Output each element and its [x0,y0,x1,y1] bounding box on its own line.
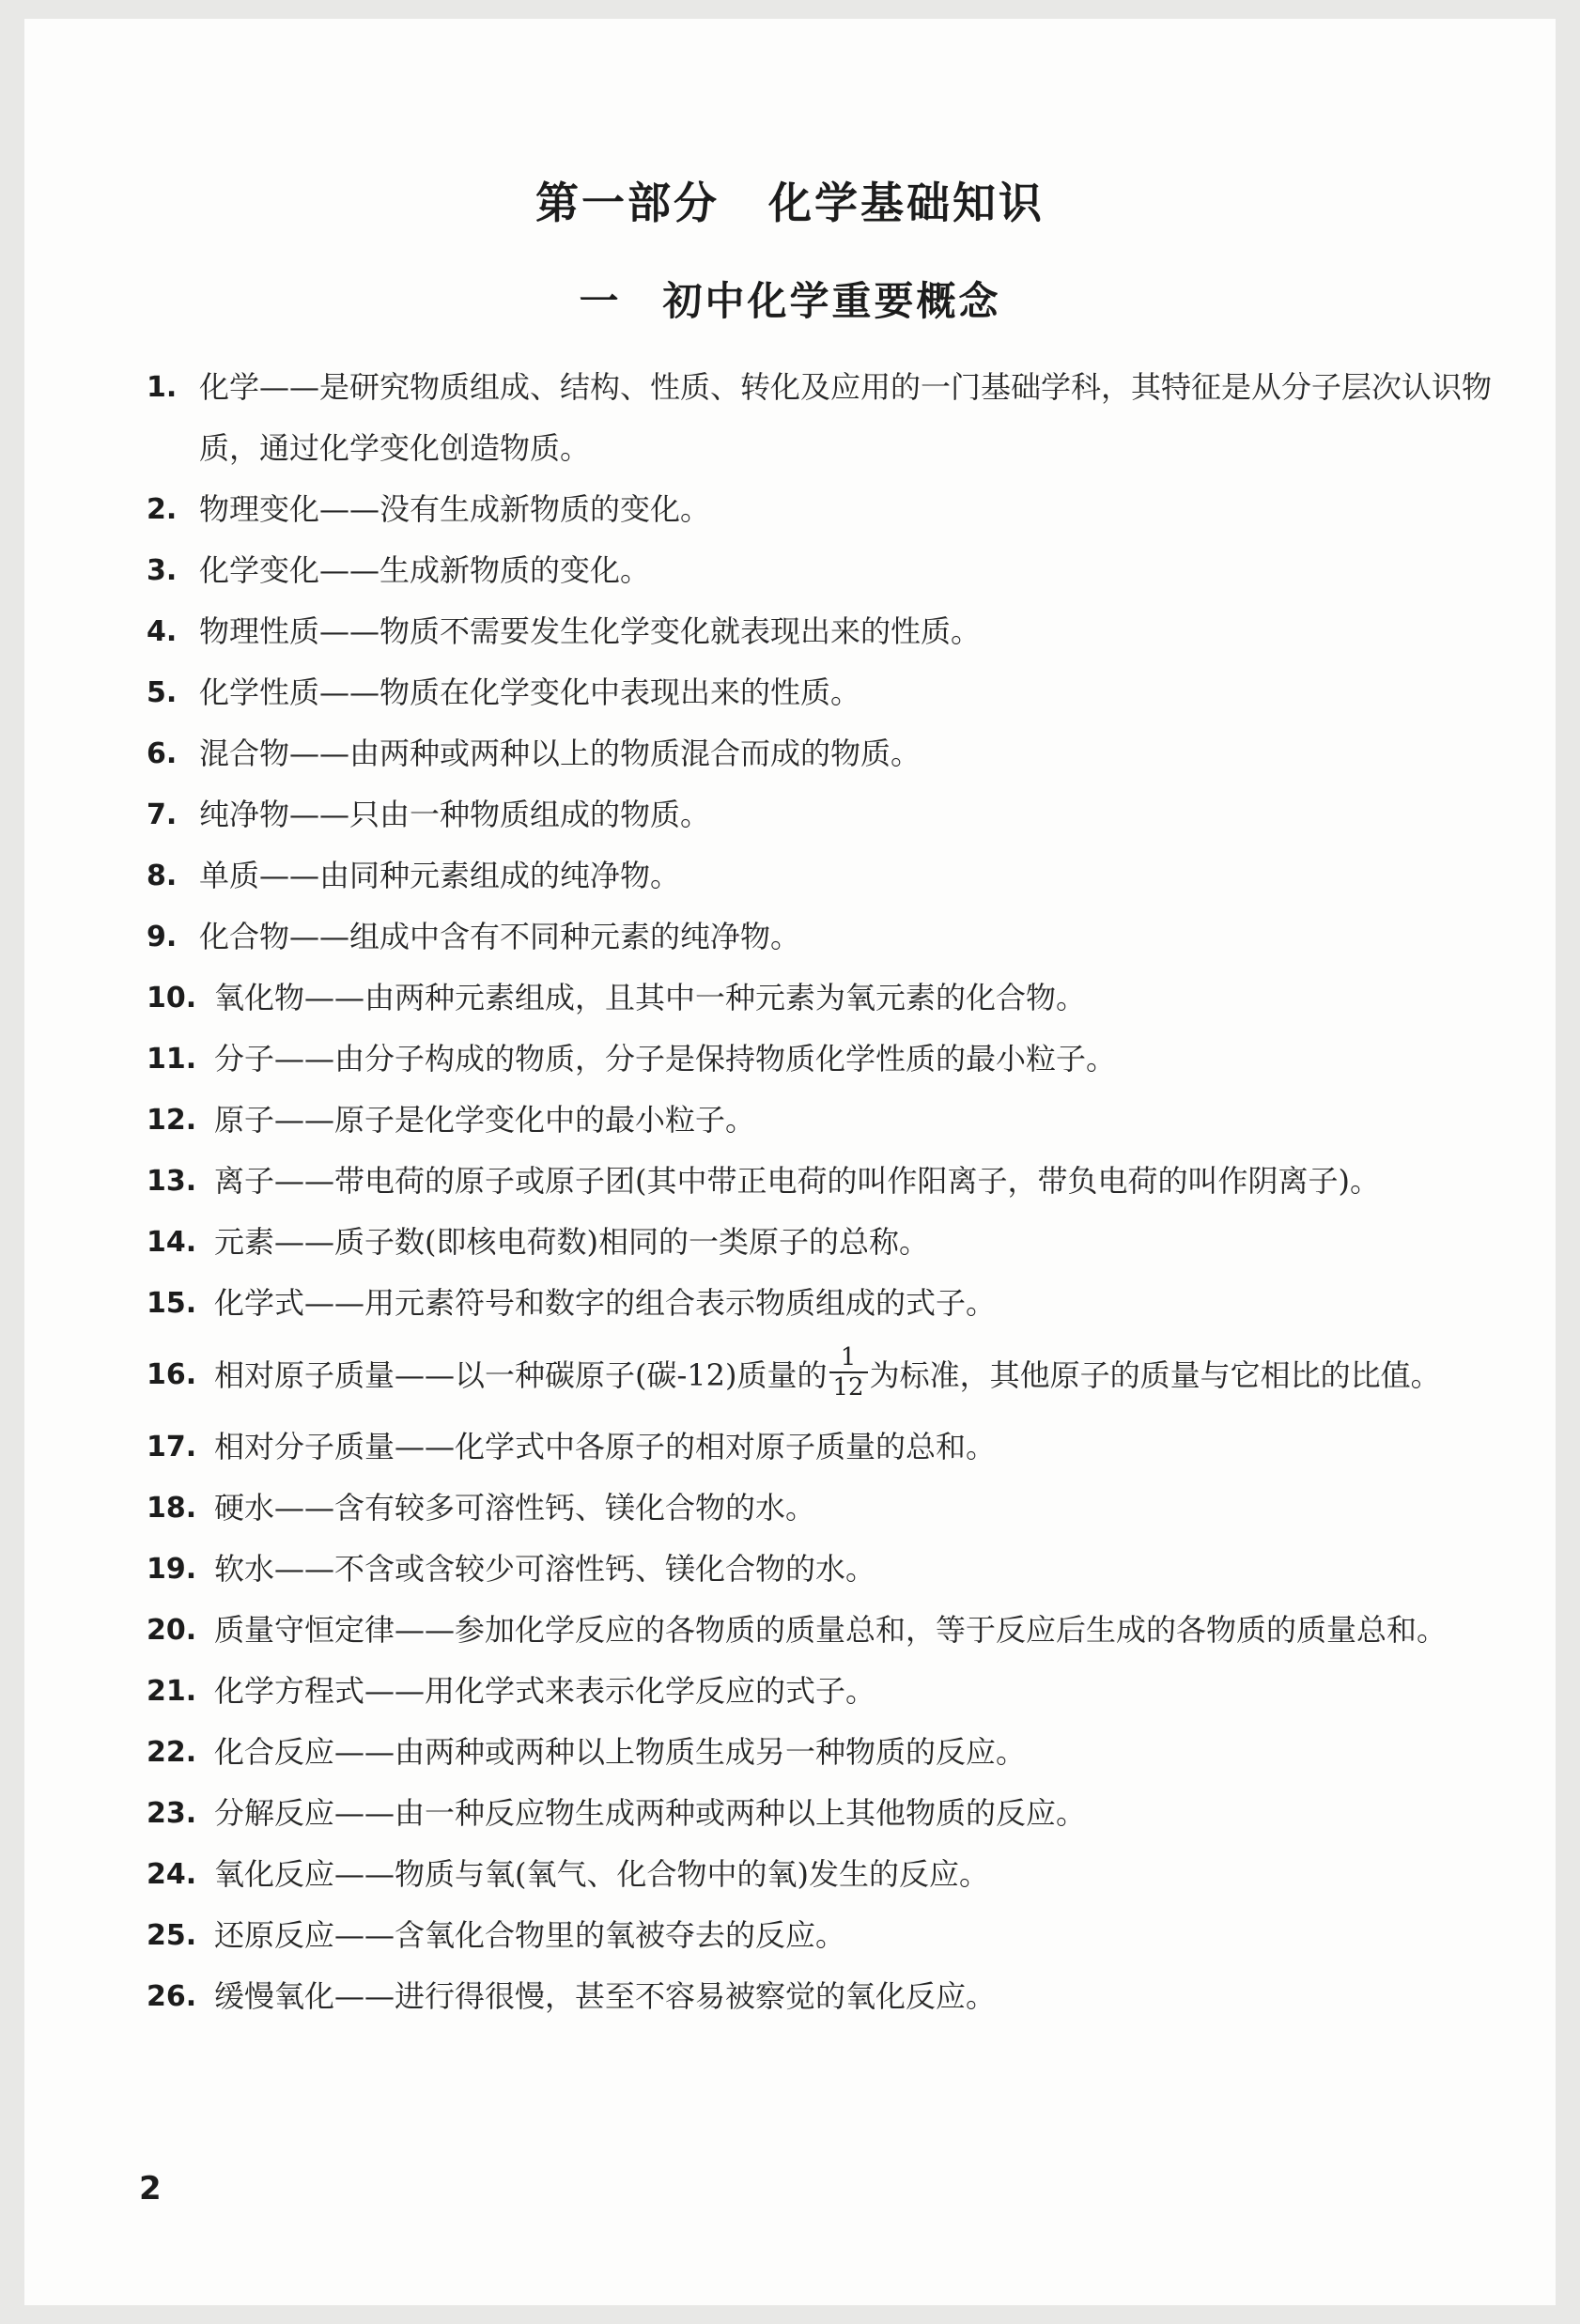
item-number: 26. [147,1980,197,2013]
item-number: 18. [147,1492,197,1525]
item-number: 12. [147,1104,197,1137]
list-item [147,1478,1499,1539]
item-number: 25. [147,1919,197,1952]
document-page [24,19,1556,2305]
item-text [214,1334,1499,1417]
list-item [147,1417,1499,1478]
list-item [147,479,1499,540]
item-text: 化学——是研究物质组成、结构、性质、转化及应用的一门基础学科，其特征是从分子层次认识物质，通过化学变化创造物质。 [199,369,1493,466]
list-item [147,1334,1499,1417]
list-item [147,601,1499,662]
item-text: 氧化物——由两种元素组成，且其中一种元素为氧元素的化合物。 [214,980,1087,1015]
item-text: 化学方程式——用化学式来表示化学反应的式子。 [214,1673,876,1709]
item-text: 缓慢氧化——进行得很慢，甚至不容易被察觉的氧化反应。 [214,1978,997,2014]
item-number: 7. [147,798,178,831]
list-item [147,1661,1499,1722]
item-text: 软水——不含或含较少可溶性钙、镁化合物的水。 [214,1551,876,1587]
list-item [147,1905,1499,1966]
section-title [24,271,1556,327]
item-number: 1. [147,371,178,404]
list-item [147,906,1499,968]
item-text: 化合反应——由两种或两种以上物质生成另一种物质的反应。 [214,1734,1027,1770]
list-item [147,1844,1499,1905]
item-number: 24. [147,1858,197,1891]
page-number: 2 [139,2170,162,2208]
item-text: 化学式——用元素符号和数字的组合表示物质组成的式子。 [214,1285,997,1321]
item-number: 14. [147,1226,197,1259]
item-text: 混合物——由两种或两种以上的物质混合而成的物质。 [199,736,922,771]
list-item [147,1090,1499,1151]
item-number: 9. [147,921,178,953]
concept-list [147,357,1499,2027]
list-item [147,1783,1499,1844]
item-text: 相对分子质量——化学式中各原子的相对原子质量的总和。 [214,1429,997,1464]
item-text: 元素——质子数(即核电荷数)相同的一类原子的总称。 [214,1224,929,1260]
list-item [147,1722,1499,1783]
list-item [147,1212,1499,1273]
item-text: 化学变化——生成新物质的变化。 [199,552,651,588]
item-number: 16. [147,1358,197,1391]
list-item [147,1539,1499,1600]
item-text: 原子——原子是化学变化中的最小粒子。 [214,1102,756,1138]
item-number: 23. [147,1797,197,1830]
list-item [147,1273,1499,1334]
fraction-numerator: 1 [840,1342,857,1371]
item-number: 10. [147,982,197,1015]
list-item [147,540,1499,601]
item-text: 离子——带电荷的原子或原子团(其中带正电荷的叫作阳离子，带负电荷的叫作阴离子)。 [214,1163,1380,1199]
part-label: 第一部分 [535,178,720,228]
item-text: 硬水——含有较多可溶性钙、镁化合物的水。 [214,1490,816,1526]
item-number: 8. [147,860,178,892]
item-text: 分子——由分子构成的物质，分子是保持物质化学性质的最小粒子。 [214,1041,1117,1077]
part-title [24,169,1556,231]
fraction-denominator: 12 [829,1371,868,1402]
item-text: 物理变化——没有生成新物质的变化。 [199,491,711,527]
section-number: 一 [579,278,622,324]
list-item [147,1029,1499,1090]
section-name: 初中化学重要概念 [662,278,1001,324]
list-item [147,968,1499,1029]
list-item [147,723,1499,784]
item-number: 15. [147,1287,197,1320]
item-number: 5. [147,676,178,709]
item-number: 20. [147,1614,197,1647]
list-item [147,845,1499,906]
item-text: 纯净物——只由一种物质组成的物质。 [199,797,711,832]
list-item [147,1966,1499,2027]
list-item [147,357,1499,479]
list-item [147,784,1499,845]
part-name: 化学基础知识 [768,178,1045,228]
item-text: 还原反应——含氧化合物里的氧被夺去的反应。 [214,1917,846,1953]
list-item [147,1600,1499,1661]
item-text: 氧化反应——物质与氧(氧气、化合物中的氧)发生的反应。 [214,1856,989,1892]
item-number: 19. [147,1553,197,1586]
item-text-before: 相对原子质量——以一种碳原子(碳-12)质量的 [214,1357,828,1393]
item-number: 11. [147,1043,197,1076]
item-text: 化学性质——物质在化学变化中表现出来的性质。 [199,674,861,710]
item-number: 17. [147,1431,197,1464]
item-number: 13. [147,1165,197,1198]
item-text: 分解反应——由一种反应物生成两种或两种以上其他物质的反应。 [214,1795,1087,1831]
item-text-after: 为标准，其他原子的质量与它相比的比值。 [869,1357,1441,1393]
item-number: 2. [147,493,178,526]
fraction [829,1343,868,1402]
item-number: 4. [147,615,178,648]
item-text: 化合物——组成中含有不同种元素的纯净物。 [199,919,801,954]
item-number: 22. [147,1736,197,1769]
item-number: 6. [147,737,178,770]
item-number: 3. [147,554,178,587]
item-text: 单质——由同种元素组成的纯净物。 [199,858,681,893]
list-item [147,662,1499,723]
item-number: 21. [147,1675,197,1708]
list-item [147,1151,1499,1212]
item-text: 物理性质——物质不需要发生化学变化就表现出来的性质。 [199,613,982,649]
item-text: 质量守恒定律——参加化学反应的各物质的质量总和，等于反应后生成的各物质的质量总和。 [214,1612,1448,1648]
